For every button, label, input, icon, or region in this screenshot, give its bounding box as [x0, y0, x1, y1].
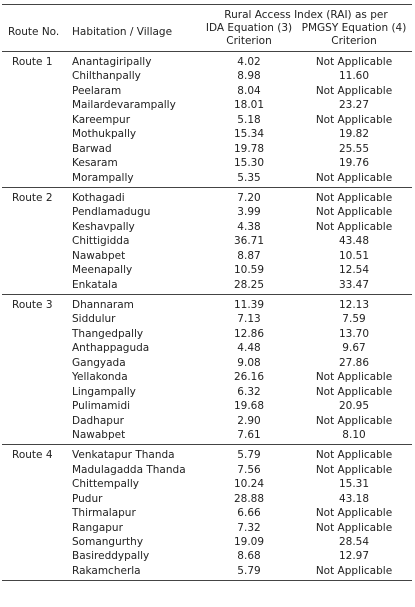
ida-value-cell: 7.32: [237, 521, 261, 534]
route-name: Route 3: [12, 299, 53, 311]
village-cell: Yellakonda: [72, 371, 128, 384]
table-row: [2, 312, 412, 326]
ida-value-cell: 26.16: [233, 371, 265, 384]
pmgsy-value-cell: 33.47: [338, 278, 370, 291]
pmgsy-value-cell: Not Applicable: [315, 191, 393, 204]
pmgsy-value-cell: Not Applicable: [315, 385, 393, 398]
village-cell: Meenapally: [72, 264, 133, 277]
pmgsy-value-cell: Not Applicable: [315, 206, 393, 219]
ida-value-cell: 5.79: [237, 449, 261, 462]
table-row: [2, 492, 412, 506]
village-cell: Nawabpet: [72, 249, 126, 262]
table-row: [2, 205, 412, 219]
table-row: [2, 249, 412, 263]
pmgsy-value-cell: Not Applicable: [315, 414, 393, 427]
pmgsy-value-cell: 11.60: [338, 70, 370, 83]
route-group: [2, 295, 412, 445]
village-cell: Anantagiripally: [72, 56, 152, 68]
table-row: [2, 564, 412, 578]
pmgsy-value-cell: 10.51: [338, 249, 370, 262]
village-cell: Siddulur: [72, 313, 116, 326]
village-cell: Venkatapur Thanda: [72, 449, 175, 462]
pmgsy-value-cell: Not Applicable: [315, 113, 393, 126]
table-row: [2, 506, 412, 520]
village-cell: Pendlamadugu: [72, 206, 151, 219]
route-name: Route 4: [12, 449, 53, 462]
header-ida-col: IDA Equation (3) Criterion: [205, 22, 293, 47]
pmgsy-value-cell: 28.54: [338, 536, 370, 548]
ida-value-cell: 5.35: [237, 171, 261, 184]
village-cell: Anthappaguda: [72, 342, 150, 355]
ida-value-cell: 28.88: [233, 492, 265, 505]
pmgsy-value-cell: Not Applicable: [315, 463, 393, 476]
pmgsy-value-cell: 43.48: [338, 235, 370, 248]
village-cell: Kesaram: [72, 157, 118, 170]
pmgsy-value-cell: Not Applicable: [315, 521, 393, 534]
ida-value-cell: 4.48: [237, 342, 261, 355]
pmgsy-value-cell: Not Applicable: [315, 56, 393, 68]
table-row: [2, 263, 412, 277]
ida-value-cell: 7.61: [237, 428, 261, 441]
village-cell: Pudur: [72, 492, 103, 505]
pmgsy-value-cell: Not Applicable: [315, 220, 393, 233]
ida-value-cell: 19.68: [233, 400, 265, 413]
pmgsy-value-cell: 23.27: [338, 99, 370, 112]
ida-value-cell: 5.18: [237, 113, 261, 126]
table-row: [2, 477, 412, 491]
village-cell: Barwad: [72, 142, 112, 155]
table-row: [2, 69, 412, 83]
village-cell: Basireddypally: [72, 550, 150, 563]
pmgsy-value-cell: 27.86: [338, 356, 370, 369]
ida-value-cell: 4.02: [237, 56, 261, 68]
village-cell: Chilthanpally: [72, 70, 141, 83]
table-row: [2, 191, 412, 205]
ida-value-cell: 12.86: [233, 327, 265, 340]
ida-value-cell: 18.01: [233, 99, 265, 112]
ida-value-cell: 4.38: [237, 220, 261, 233]
pmgsy-value-cell: Not Applicable: [315, 449, 393, 462]
pmgsy-value-cell: 13.70: [338, 327, 370, 340]
table-row: [2, 448, 412, 462]
pmgsy-value-cell: 8.10: [342, 428, 366, 441]
table-row: [2, 113, 412, 127]
ida-value-cell: 8.68: [237, 550, 261, 563]
rai-table: [2, 4, 412, 581]
pmgsy-value-cell: 12.13: [338, 299, 370, 311]
pmgsy-value-cell: 15.31: [338, 478, 370, 491]
table-row: [2, 549, 412, 563]
village-cell: Chittempally: [72, 478, 139, 491]
ida-value-cell: 6.32: [237, 385, 261, 398]
village-cell: Gangyada: [72, 356, 126, 369]
ida-value-cell: 6.66: [237, 507, 261, 520]
ida-value-cell: 3.99: [237, 206, 261, 219]
table-row: [2, 127, 412, 141]
table-row: [2, 220, 412, 234]
village-cell: Pulimamidi: [72, 400, 131, 413]
table-row: [2, 370, 412, 384]
pmgsy-value-cell: 43.18: [338, 492, 370, 505]
table-row: [2, 156, 412, 170]
village-cell: Mothukpally: [72, 128, 137, 141]
pmgsy-value-cell: 7.59: [342, 313, 366, 326]
village-cell: Somangurthy: [72, 536, 144, 548]
table-row: [2, 356, 412, 370]
route-group: [2, 188, 412, 295]
table-body: [2, 52, 412, 581]
table-row: [2, 84, 412, 98]
village-cell: Rakamcherla: [72, 564, 141, 577]
table-row: [2, 298, 412, 312]
village-cell: Keshavpally: [72, 220, 135, 233]
ida-value-cell: 15.34: [233, 128, 265, 141]
table-row: [2, 414, 412, 428]
route-group: [2, 445, 412, 581]
table-row: [2, 385, 412, 399]
pmgsy-value-cell: 19.76: [338, 157, 370, 170]
village-cell: Madulagadda Thanda: [72, 463, 186, 476]
ida-value-cell: 7.20: [237, 191, 261, 204]
table-row: [2, 327, 412, 341]
table-row: [2, 234, 412, 248]
village-cell: Peelaram: [72, 84, 122, 97]
ida-value-cell: 28.25: [233, 278, 265, 291]
village-cell: Nawabpet: [72, 428, 126, 441]
ida-value-cell: 5.79: [237, 564, 261, 577]
ida-value-cell: 10.59: [233, 264, 265, 277]
village-cell: Chittigidda: [72, 235, 130, 248]
table-row: [2, 521, 412, 535]
header-route-no: Route No.: [8, 26, 60, 38]
pmgsy-value-cell: 19.82: [338, 128, 370, 141]
ida-value-cell: 8.87: [237, 249, 261, 262]
table-row: [2, 278, 412, 292]
ida-value-cell: 19.09: [233, 536, 265, 548]
village-cell: Dadhapur: [72, 414, 124, 427]
pmgsy-value-cell: Not Applicable: [315, 564, 393, 577]
table-row: [2, 98, 412, 112]
village-cell: Dhannaram: [72, 299, 134, 311]
village-cell: Thirmalapur: [72, 507, 136, 520]
table-header: [2, 4, 412, 52]
header-pmgsy-col: PMGSY Equation (4) Criterion: [301, 22, 407, 47]
village-cell: Thangedpally: [72, 327, 144, 340]
village-cell: Kareempur: [72, 113, 131, 126]
pmgsy-value-cell: Not Applicable: [315, 84, 393, 97]
village-cell: Rangapur: [72, 521, 123, 534]
header-habitation: Habitation / Village: [72, 26, 173, 38]
ida-value-cell: 8.98: [237, 70, 261, 83]
pmgsy-value-cell: 20.95: [338, 400, 370, 413]
ida-value-cell: 36.71: [233, 235, 265, 248]
route-name: Route 1: [12, 56, 53, 68]
table-row: [2, 399, 412, 413]
table-row: [2, 428, 412, 442]
pmgsy-value-cell: 12.54: [338, 264, 370, 277]
village-cell: Morampally: [72, 171, 134, 184]
pmgsy-value-cell: 25.55: [338, 142, 370, 155]
header-rai-title: Rural Access Index (RAI) as per: [224, 9, 388, 21]
table-row: [2, 142, 412, 156]
village-cell: Mailardevarampally: [72, 99, 176, 112]
route-name: Route 2: [12, 191, 53, 204]
table-row: [2, 55, 412, 69]
table-row: [2, 535, 412, 549]
pmgsy-value-cell: Not Applicable: [315, 171, 393, 184]
table-row: [2, 341, 412, 355]
ida-value-cell: 7.56: [237, 463, 261, 476]
ida-value-cell: 2.90: [237, 414, 261, 427]
village-cell: Enkatala: [72, 278, 118, 291]
pmgsy-value-cell: Not Applicable: [315, 507, 393, 520]
route-group: [2, 52, 412, 188]
ida-value-cell: 10.24: [233, 478, 265, 491]
ida-value-cell: 11.39: [233, 299, 265, 311]
pmgsy-value-cell: 9.67: [342, 342, 366, 355]
ida-value-cell: 15.30: [233, 157, 265, 170]
village-cell: Kothagadi: [72, 191, 125, 204]
ida-value-cell: 9.08: [237, 356, 261, 369]
ida-value-cell: 7.13: [237, 313, 261, 326]
pmgsy-value-cell: 12.97: [338, 550, 370, 563]
pmgsy-value-cell: Not Applicable: [315, 371, 393, 384]
ida-value-cell: 8.04: [237, 84, 261, 97]
table-row: [2, 463, 412, 477]
table-row: [2, 171, 412, 185]
ida-value-cell: 19.78: [233, 142, 265, 155]
village-cell: Lingampally: [72, 385, 136, 398]
